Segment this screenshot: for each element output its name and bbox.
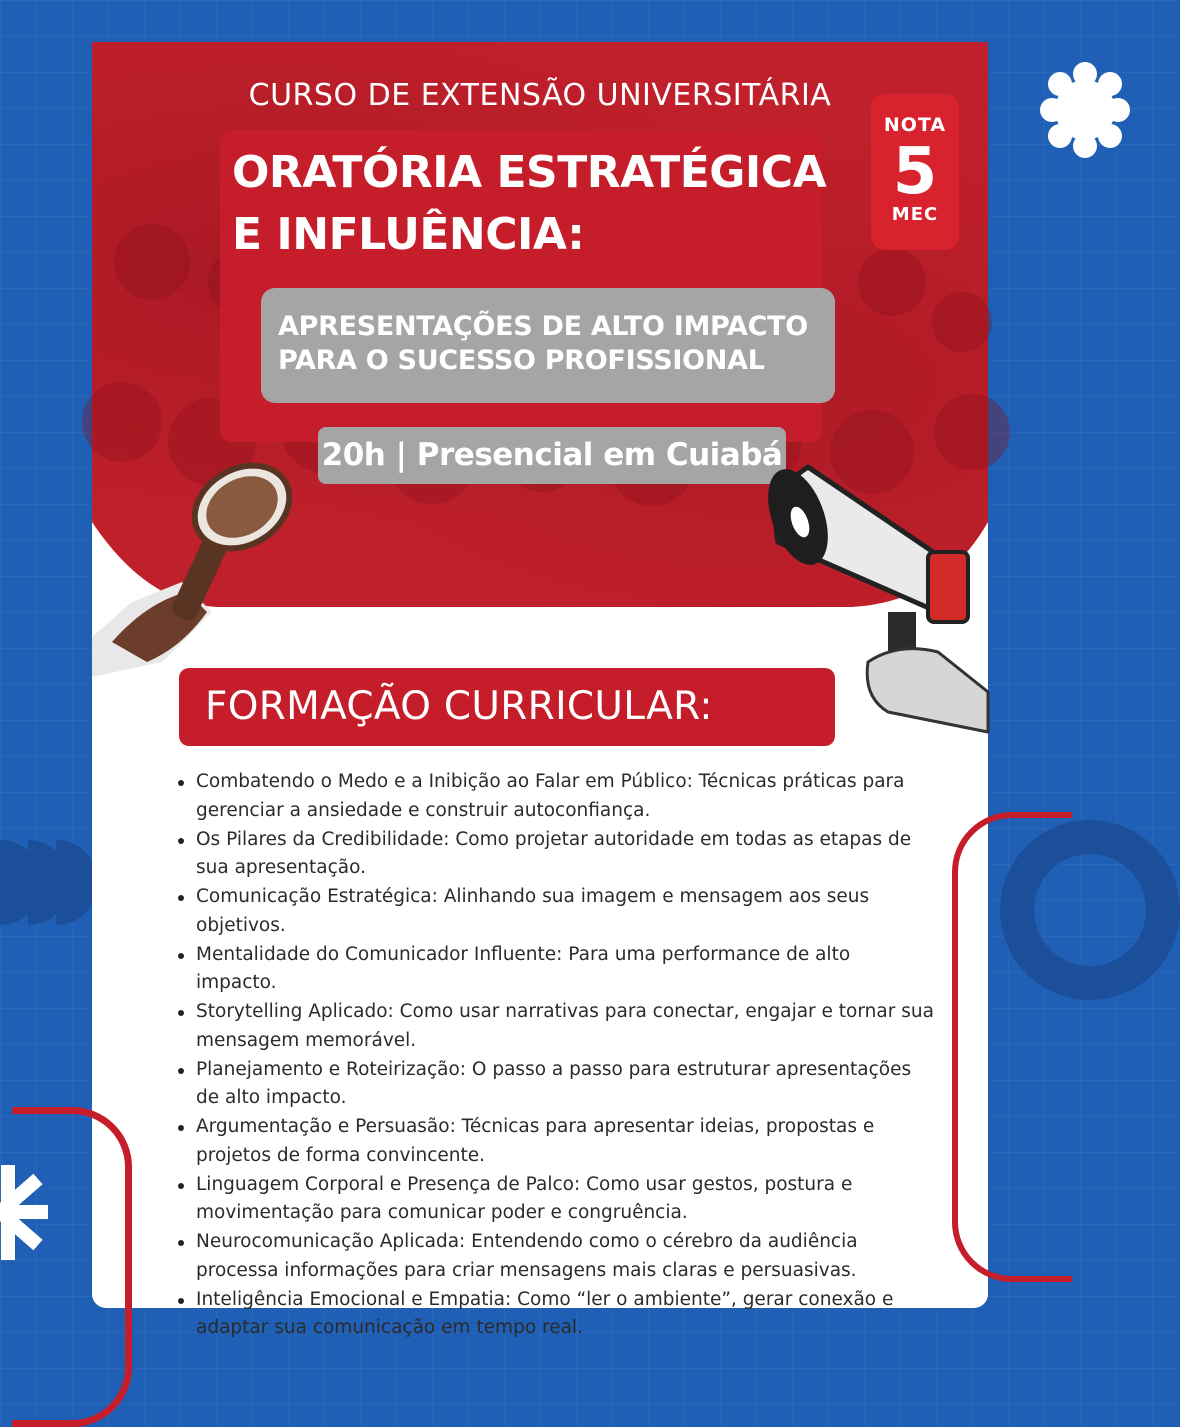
course-title (232, 142, 832, 266)
section-title: FORMAÇÃO CURRICULAR: (205, 684, 713, 729)
badge-bottom-label: MEC (891, 204, 939, 225)
badge-number: 5 (892, 135, 938, 209)
list-item: Planejamento e Roteirização: O passo a passo para estruturar apresentações de alto impacto. (176, 1056, 936, 1113)
list-item: Comunicação Estratégica: Alinhando sua imagem e mensagem aos seus objetivos. (176, 883, 936, 940)
course-type-label: CURSO DE EXTENSÃO UNIVERSITÁRIA (248, 78, 832, 113)
title-line-1: ORATÓRIA ESTRATÉGICA (232, 147, 827, 198)
left-arc-decoration (12, 1107, 132, 1427)
list-item: Argumentação e Persuasão: Técnicas para apresentar ideias, propostas e projetos de forma convincente. (176, 1113, 936, 1170)
course-info: 20h | Presencial em Cuiabá (321, 437, 783, 473)
list-item: Storytelling Aplicado: Como usar narrativas para conectar, engajar e tornar sua mensagem memorável. (176, 998, 936, 1055)
right-arc-decoration (952, 812, 1072, 1282)
mec-badge (871, 94, 959, 250)
flower-icon (1040, 60, 1130, 160)
poster-card (92, 42, 988, 1338)
list-item: Linguagem Corporal e Presença de Palco: Como usar gestos, postura e movimentação para comunicar poder e congruência. (176, 1171, 936, 1228)
list-item: Combatendo o Medo e a Inibição ao Falar em Público: Técnicas práticas para gerenciar a ansiedade e construir autoconfiança. (176, 768, 936, 825)
course-subtitle (278, 310, 830, 378)
list-item: Os Pilares da Credibilidade: Como projetar autoridade em todas as etapas de sua apresentação. (176, 826, 936, 883)
title-line-2: E INFLUÊNCIA: (232, 209, 585, 260)
subtitle-line-1: APRESENTAÇÕES DE ALTO IMPACTO (278, 311, 808, 342)
list-item: Mentalidade do Comunicador Influente: Para uma performance de alto impacto. (176, 941, 936, 998)
microphone-icon (92, 462, 302, 672)
curriculum-list (176, 768, 936, 1343)
list-item: Neurocomunicação Aplicada: Entendendo como o cérebro da audiência processa informações para criar mensagens mais claras e persuasivas. (176, 1228, 936, 1285)
list-item: Inteligência Emocional e Empatia: Como “ler o ambiente”, gerar conexão e adaptar sua comunicação em tempo real. (176, 1286, 936, 1343)
badge-top-label: NOTA (883, 114, 947, 136)
subtitle-line-2: PARA O SUCESSO PROFISSIONAL (278, 345, 765, 376)
